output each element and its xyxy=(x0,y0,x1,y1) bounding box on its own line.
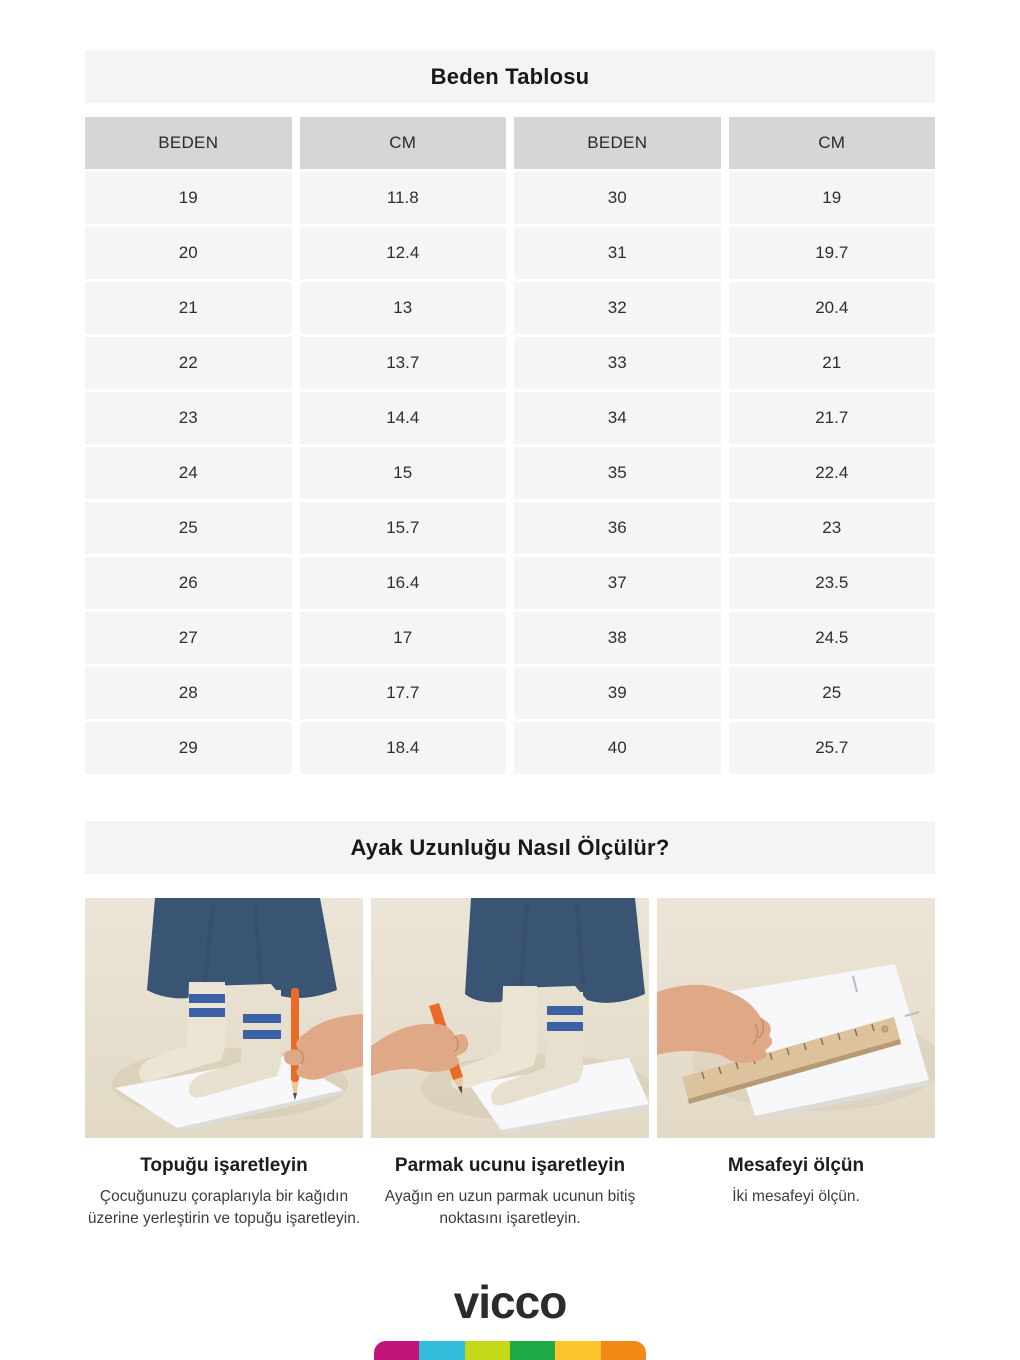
measure-section-title-bar xyxy=(85,821,935,874)
size-cell: 27 xyxy=(85,612,292,664)
size-cell: 34 xyxy=(514,392,721,444)
step-mark-heel xyxy=(85,898,363,1230)
size-cell: 31 xyxy=(514,227,721,279)
cm-cell: 15.7 xyxy=(300,502,507,554)
size-cell: 29 xyxy=(85,722,292,774)
size-cell: 36 xyxy=(514,502,721,554)
size-cell: 33 xyxy=(514,337,721,389)
pencil-icon xyxy=(291,988,299,1082)
color-segment-yellow xyxy=(555,1341,600,1360)
size-cell: 35 xyxy=(514,447,721,499)
cm-cell: 16.4 xyxy=(300,557,507,609)
step-heading: Topuğu işaretleyin xyxy=(140,1155,308,1176)
color-segment-lime xyxy=(465,1341,510,1360)
footer xyxy=(0,1276,1020,1360)
step-mark-toe xyxy=(371,898,649,1230)
color-segment-orange xyxy=(601,1341,646,1360)
size-col-header: BEDEN xyxy=(514,117,721,169)
mark-heel-photo xyxy=(85,898,363,1138)
size-cell: 32 xyxy=(514,282,721,334)
size-cell: 22 xyxy=(85,337,292,389)
color-segment-magenta xyxy=(374,1341,419,1360)
size-cell: 40 xyxy=(514,722,721,774)
step-description: Çocuğunuzu çoraplarıyla bir kağıdın üzerine yerleştirin ve topuğu işaretleyin. xyxy=(87,1188,361,1227)
cm-cell: 23 xyxy=(729,502,936,554)
cm-cell: 22.4 xyxy=(729,447,936,499)
cm-cell: 13 xyxy=(300,282,507,334)
step-description: İki mesafeyi ölçün. xyxy=(732,1188,860,1205)
step-description: Ayağın en uzun parmak ucunun bitiş noktasını işaretleyin. xyxy=(384,1188,636,1227)
size-table xyxy=(85,117,935,774)
size-cell: 19 xyxy=(85,172,292,224)
size-cell: 38 xyxy=(514,612,721,664)
cm-cell: 21.7 xyxy=(729,392,936,444)
cm-col-header: CM xyxy=(300,117,507,169)
color-segment-green xyxy=(510,1341,555,1360)
cm-cell: 18.4 xyxy=(300,722,507,774)
cm-cell: 15 xyxy=(300,447,507,499)
size-cell: 37 xyxy=(514,557,721,609)
measure-distance-photo xyxy=(657,898,935,1138)
color-segment-cyan xyxy=(419,1341,464,1360)
cm-cell: 17.7 xyxy=(300,667,507,719)
size-cell: 30 xyxy=(514,172,721,224)
jeans xyxy=(147,898,337,998)
cm-cell: 13.7 xyxy=(300,337,507,389)
cm-cell: 25.7 xyxy=(729,722,936,774)
size-cell: 24 xyxy=(85,447,292,499)
cm-cell: 14.4 xyxy=(300,392,507,444)
size-cell: 21 xyxy=(85,282,292,334)
size-cell: 23 xyxy=(85,392,292,444)
cm-col-header: CM xyxy=(729,117,936,169)
brand-color-bar xyxy=(374,1341,646,1360)
step-heading: Parmak ucunu işaretleyin xyxy=(394,1155,626,1176)
cm-cell: 17 xyxy=(300,612,507,664)
mark-toe-photo xyxy=(371,898,649,1138)
step-heading: Mesafeyi ölçün xyxy=(727,1155,865,1176)
cm-cell: 12.4 xyxy=(300,227,507,279)
measure-steps xyxy=(85,898,935,1230)
size-cell: 25 xyxy=(85,502,292,554)
step-measure-distance xyxy=(657,898,935,1230)
cm-cell: 19.7 xyxy=(729,227,936,279)
cm-cell: 21 xyxy=(729,337,936,389)
size-cell: 20 xyxy=(85,227,292,279)
size-col-header: BEDEN xyxy=(85,117,292,169)
cm-cell: 19 xyxy=(729,172,936,224)
cm-cell: 11.8 xyxy=(300,172,507,224)
size-table-title-bar xyxy=(85,50,935,103)
size-cell: 28 xyxy=(85,667,292,719)
size-cell: 26 xyxy=(85,557,292,609)
size-table-title: Beden Tablosu xyxy=(430,63,590,89)
cm-cell: 20.4 xyxy=(729,282,936,334)
cm-cell: 24.5 xyxy=(729,612,936,664)
cm-cell: 25 xyxy=(729,667,936,719)
measure-section-title: Ayak Uzunluğu Nasıl Ölçülür? xyxy=(350,834,670,860)
vicco-logo: vicco xyxy=(453,1276,567,1328)
cm-cell: 23.5 xyxy=(729,557,936,609)
size-cell: 39 xyxy=(514,667,721,719)
